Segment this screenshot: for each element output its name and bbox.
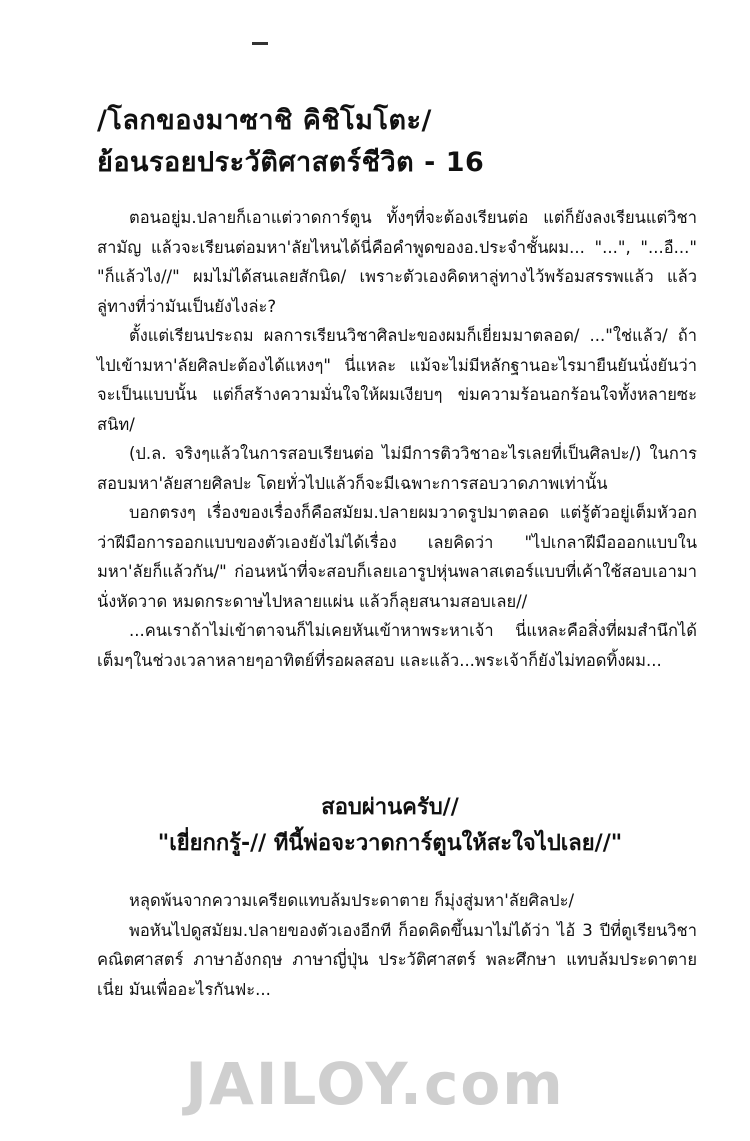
section-heading: สอบผ่านครับ//	[321, 795, 459, 820]
paragraph: ตอนอยู่ม.ปลายก็เอาแต่วาดการ์ตูน ทั้งๆที่จะต้องเรียนต่อ แต่ก็ยังลงเรียนแต่วิชาสามัญ แล้วจะเรียนต่อมหา'ลัยไหนได้นี่คือคำพูดของอ.ประจำชั้นผม... "...", "...อื..." "ก็แล้วไง//" ผมไม่ได้สนเลยสักนิด/ เพราะตัวเองคิดหาลู่ทางไว้พร้อมสรรพแล้ว แล้วลู่ทางที่ว่ามันเป็นยังไงล่ะ?	[97, 208, 697, 316]
body-section-2	[97, 886, 697, 1004]
site-watermark: JAILOY.com	[185, 1050, 565, 1118]
paragraph: บอกตรงๆ เรื่องของเรื่องก็คือสมัยม.ปลายผมวาดรูปมาตลอด แต่รู้ตัวอยู่เต็มหัวอกว่าฝีมือการออกแบบของตัวเองยังไม่ได้เรื่อง เลยคิดว่า "ไปเกลาฝีมือออกแบบในมหา'ลัยก็แล้วกัน/" ก่อนหน้าที่จะสอบก็เลยเอารูปหุ่นพลาสเตอร์แบบที่เค้าใช้สอบเอามานั่งหัดวาด หมดกระดาษไปหลายแผ่น แล้วก็ลุยสนามสอบเลย//	[97, 503, 697, 611]
series-title: /โลกของมาซาชิ คิชิโมโตะ/	[97, 105, 432, 136]
paragraph: ตั้งแต่เรียนประถม ผลการเรียนวิชาศิลปะของผมก็เยี่ยมมาตลอด/ ..."ใช่แล้ว/ ถ้าไปเข้ามหา'ลัยศิลปะต้องได้แหงๆ" นี่แหละ แม้จะไม่มีหลักฐานอะไรมายืนยันนั่งยันว่าจะเป็นแบบนั้น แต่ก็สร้างความมั่นใจให้ผมเงียบๆ ข่มความร้อนอกร้อนใจทั้งหลายซะสนิท/	[97, 326, 697, 434]
paragraph: หลุดพ้นจากความเครียดแทบล้มประดาตาย ก็มุ่งสู่มหา'ลัยศิลปะ/	[129, 891, 575, 910]
chapter-title: ย้อนรอยประวัติศาสตร์ชีวิต - 16	[97, 147, 485, 178]
body-section-1	[97, 203, 697, 675]
section-subheading: "เยี่ยกกรู้-// ทีนี้พ่อจะวาดการ์ตูนให้สะใจไปเลย//"	[157, 831, 623, 856]
paragraph: ...คนเราถ้าไม่เข้าตาจนก็ไม่เคยหันเข้าหาพระหาเจ้า นี่แหละคือสิ่งที่ผมสำนึกได้เต็มๆในช่วงเวลาหลายๆอาทิตย์ที่รอผลสอบ และแล้ว...พระเจ้าก็ยังไม่ทอดทิ้งผม...	[97, 621, 697, 670]
paragraph: พอหันไปดูสมัยม.ปลายของตัวเองอีกที ก็อดคิดขึ้นมาไม่ได้ว่า ไอ้ 3 ปีที่ตูเรียนวิชาคณิตศาสตร์ ภาษาอังกฤษ ภาษาญี่ปุ่น ประวัติศาสตร์ พละศึกษา แทบล้มประดาตายเนี่ย มันเพื่ออะไรกันฟะ...	[97, 920, 697, 999]
scan-speck	[252, 42, 268, 45]
paragraph: (ป.ล. จริงๆแล้วในการสอบเรียนต่อ ไม่มีการติววิชาอะไรเลยที่เป็นศิลปะ/) ในการสอบมหา'ลัยสายศิลปะ โดยทั่วไปแล้วก็จะมีเฉพาะการสอบวาดภาพเท่านั้น	[97, 444, 697, 493]
